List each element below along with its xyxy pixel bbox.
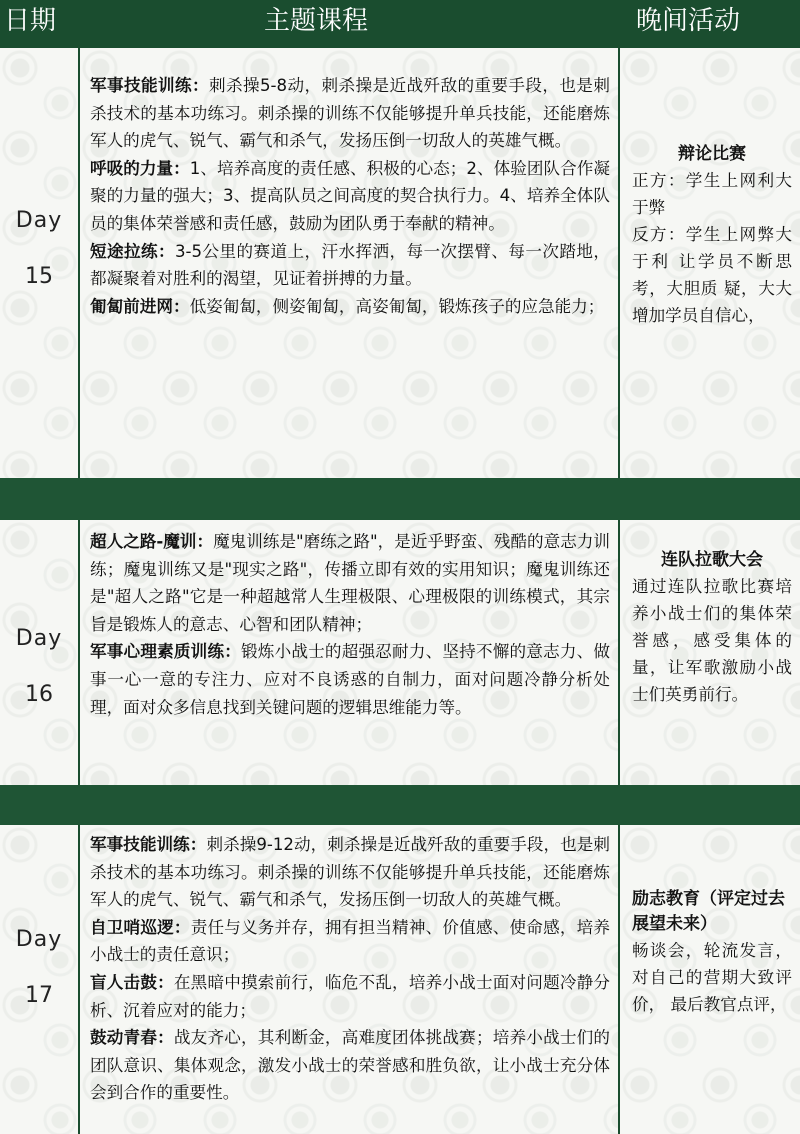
course-item-title: 军事心理素质训练： <box>90 642 242 662</box>
day-label: Day <box>15 927 63 952</box>
date-cell <box>0 520 78 785</box>
course-item-title: 自卫哨巡逻： <box>90 917 191 937</box>
course-item-title: 军事技能训练： <box>90 76 209 95</box>
course-item-text: 3-5公里的赛道上，汗水挥洒，每一次摆臂、每一次踏地，都凝聚着对胜利的渴望，见证着拼搏的力量。 <box>90 241 610 289</box>
course-cell <box>80 48 618 478</box>
row-separator <box>0 478 800 520</box>
schedule-row-day-16 <box>0 520 800 785</box>
day-number: 16 <box>25 682 53 707</box>
evening-activity <box>632 887 792 1018</box>
course-item-text: 在黑暗中摸索前行，临危不乱，培养小战士面对问题冷静分析、沉着应对的能力； <box>90 972 611 1020</box>
course-item-text: 战友齐心，其利断金，高难度团体挑战赛；培养小战士们的团队意识、集体观念，激发小战士的荣誉感和胜负欲，让小战士充分体会到合作的重要性。 <box>90 1028 611 1103</box>
day-label: Day <box>15 208 63 233</box>
course-item-text: 责任与义务并存，拥有担当精神、价值感、使命感，培养小战士的责任意识； <box>90 917 611 965</box>
evening-title: 辩论比赛 <box>678 144 746 164</box>
course-item-title: 鼓动青春： <box>90 1028 174 1048</box>
course-item-text: 1、培养高度的责任感、积极的心态；2、体验团队合作凝聚的力量的强大；3、提高队员之间高度的契合执行力。4、培养全体队员的集体荣誉感和责任感，鼓励为团队勇于奉献的精神。 <box>90 158 610 233</box>
evening-body: 正方：学生上网利大于弊 反方：学生上网弊大于利 让学员不断思考，大胆质 疑，大大增加学员自信心， <box>632 171 792 325</box>
evening-body: 畅谈会，轮流发言，对自己的营期大致评价， 最后教官点评， <box>632 941 792 1014</box>
course-item-title: 短途拉练： <box>90 241 175 261</box>
evening-body: 通过连队拉歌比赛培养小战士们的集体荣誉感，感受集体的量，让军歌激励小战士们英勇前行。 <box>632 577 792 704</box>
day-label: Day <box>15 626 63 651</box>
header-date: 日期 <box>4 6 57 36</box>
evening-cell <box>620 825 800 1134</box>
header-evening: 晚间活动 <box>636 6 741 36</box>
course-item-text: 锻炼小战士的超强忍耐力、坚持不懈的意志力、做事一心一意的专注力、应对不良诱惑的自制力，面对问题冷静分析处理，面对众多信息找到关键问题的逻辑思维能力等。 <box>90 642 611 717</box>
evening-cell <box>620 48 800 478</box>
evening-title: 连队拉歌大会 <box>661 550 763 570</box>
day-number: 17 <box>25 983 53 1008</box>
row-separator <box>0 785 800 825</box>
day-number: 15 <box>25 264 53 289</box>
course-item-text: 魔鬼训练是"磨练之路"，是近乎野蛮、残酷的意志力训练；魔鬼训练又是"现实之路"，传播立即有效的实用知识；魔鬼训练还是"超人之路"它是一种超越常人生理极限、心理极限的训练模式，其宗旨是锻炼人的意志、心智和团队精神； <box>90 532 611 634</box>
course-item-title: 军事技能训练： <box>90 835 207 854</box>
course-item-title: 匍匐前进网： <box>90 296 190 316</box>
evening-activity <box>632 142 792 329</box>
table-header <box>0 0 800 48</box>
date-cell <box>0 825 78 1134</box>
header-course: 主题课程 <box>264 6 369 36</box>
course-text <box>90 831 610 1107</box>
evening-activity <box>632 548 792 708</box>
course-item-title: 超人之路-魔训： <box>90 532 214 551</box>
evening-title: 励志教育（评定过去展望未来） <box>632 889 785 934</box>
schedule-row-day-15 <box>0 48 800 478</box>
course-text <box>90 528 610 721</box>
schedule-row-day-17 <box>0 825 800 1134</box>
date-cell <box>0 48 78 478</box>
course-cell <box>80 520 618 785</box>
course-item-text: 刺杀操9-12动，刺杀操是近战歼敌的重要手段，也是刺杀技术的基本功练习。刺杀操的训练不仅能够提升单兵技能，还能磨炼军人的虎气、锐气、霸气和杀气，发扬压倒一切敌人的英雄气概。 <box>90 835 611 910</box>
course-item-text: 低姿匍匐，侧姿匍匐，高姿匍匐，锻炼孩子的应急能力； <box>189 296 605 316</box>
course-item-title: 呼吸的力量： <box>90 158 190 178</box>
course-text <box>90 72 610 320</box>
course-cell <box>80 825 618 1134</box>
course-item-text: 刺杀操5-8动，刺杀操是近战歼敌的重要手段，也是刺杀技术的基本功练习。刺杀操的训练不仅能够提升单兵技能，还能磨炼军人的虎气、锐气、霸气和杀气，发扬压倒一切敌人的英雄气概。 <box>90 76 611 151</box>
evening-cell <box>620 520 800 785</box>
course-item-title: 盲人击鼓： <box>90 972 174 992</box>
